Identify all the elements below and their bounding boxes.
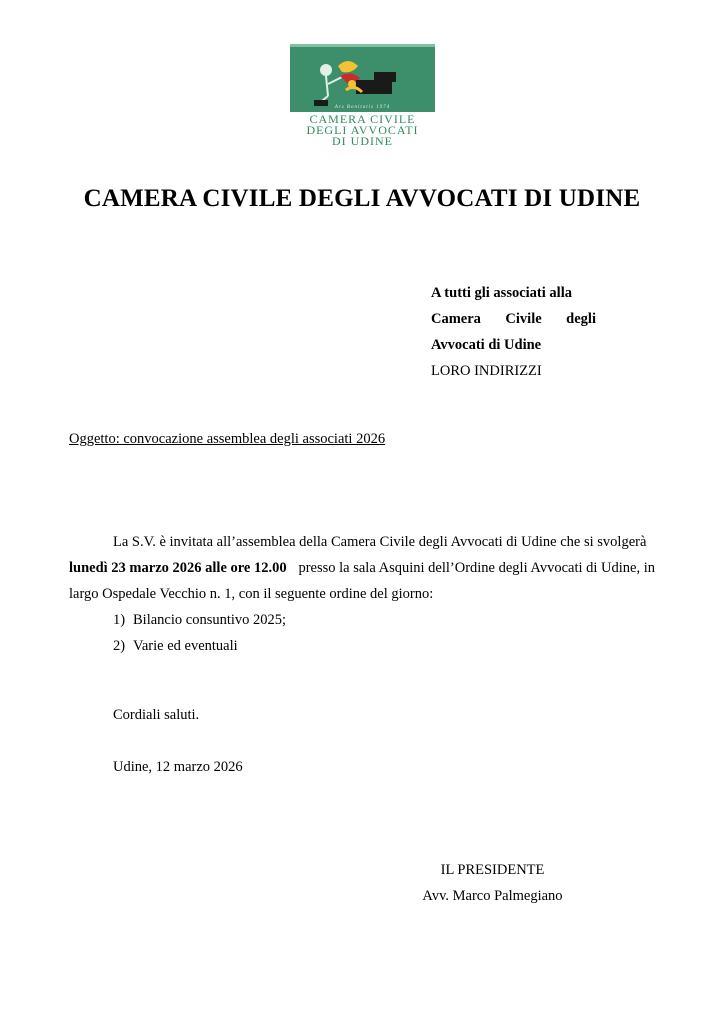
signature-block (415, 857, 570, 909)
addressee-word: Camera (431, 311, 481, 327)
logo-line: CAMERA CIVILE (309, 112, 416, 126)
agenda-item (69, 633, 655, 659)
subject-line: Oggetto: convocazione assemblea degli associati 2026 (69, 431, 386, 447)
logo-text (290, 114, 435, 147)
document-title: CAMERA CIVILE DEGLI AVVOCATI DI UDINE (83, 185, 641, 212)
signature-role: IL PRESIDENTE (440, 862, 545, 878)
addressee-word: degli (566, 311, 596, 327)
agenda-number: 1) (113, 612, 126, 628)
body-line-rest: presso la sala Asquini dell’Ordine degli Avvocati di Udine, in (298, 560, 655, 576)
logo (290, 44, 435, 148)
agenda-text: Bilancio consuntivo 2025; (133, 612, 287, 628)
addressee-line: A tutti gli associati alla (431, 285, 572, 301)
addressee-block (431, 280, 596, 384)
addressee-word: Civile (505, 311, 542, 327)
body-line (69, 555, 655, 581)
body-paragraph (69, 529, 655, 659)
closing-salutation: Cordiali saluti. (113, 707, 200, 723)
logo-line: DEGLI AVVOCATI (306, 123, 419, 137)
body-line: largo Ospedale Vecchio n. 1, con il seguente ordine del giorno: (69, 586, 434, 602)
agenda-list (69, 607, 655, 659)
signature-name: Avv. Marco Palmegiano (422, 888, 563, 904)
addressee-line: LORO INDIRIZZI (431, 363, 542, 379)
meeting-datetime: lunedì 23 marzo 2026 alle ore 12.00 (69, 560, 287, 576)
logo-motto: Ars Bonitatis 1974 (334, 105, 391, 110)
body-line: La S.V. è invitata all’assemblea della Camera Civile degli Avvocati di Udine che si svolgerà (113, 534, 647, 550)
addressee-line: Avvocati di Udine (431, 337, 542, 353)
addressee-line (431, 306, 596, 332)
letter-date: Udine, 12 marzo 2026 (113, 759, 243, 775)
agenda-item (69, 607, 655, 633)
agenda-number: 2) (113, 638, 126, 654)
logo-figure-icon (290, 44, 435, 112)
agenda-text: Varie ed eventuali (133, 638, 238, 654)
logo-artwork (290, 44, 435, 112)
logo-line: DI UDINE (332, 134, 393, 148)
